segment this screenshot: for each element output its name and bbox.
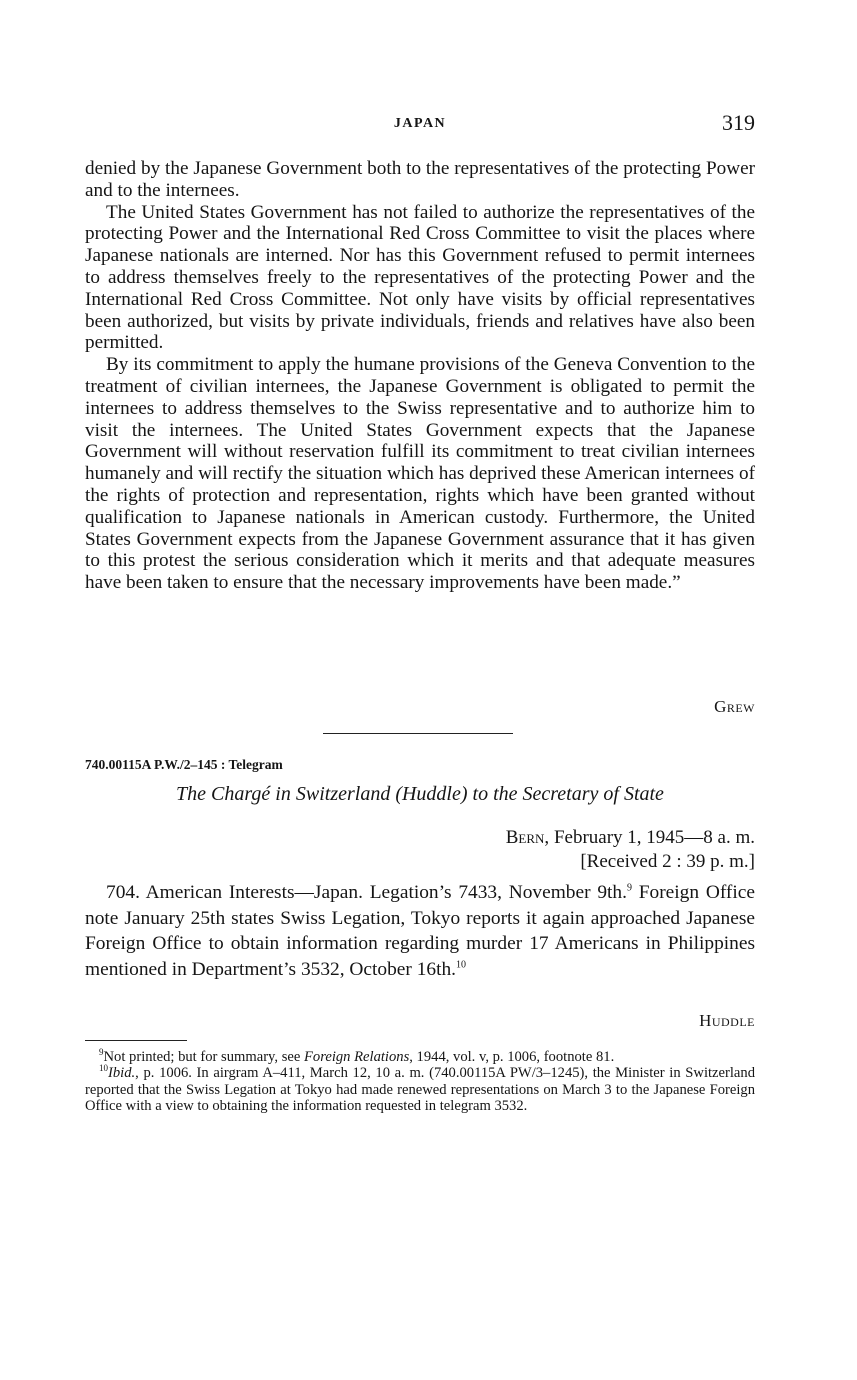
telegram-text-2: Foreign Office note January 25th states Swiss Legation, Tokyo reports it again approached Japanese Foreign Office to obtain information regarding murder 17 Americans in Philippines mentioned in Department’s 3532, October 16th. [85,882,755,980]
footnote-divider [85,1040,187,1041]
footnote-mark-9: 9 [99,1047,104,1058]
file-reference: 740.00115A P.W./2–145 : Telegram [85,757,283,772]
footnotes [85,1049,755,1114]
running-title: JAPAN [393,116,447,131]
running-head [85,112,755,140]
paragraph-geneva-convention: By its commitment to apply the humane provisions of the Geneva Convention to the treatment of civilian internees, the Japanese Government is obligated to permit the internees to address themselves to the Swiss representative and to authorize him to visit the internees. The United States Government expects that the Japanese Government will without reservation fulfill its commitment to treat civilian internees humanely and will rectify the situation which has deprived these American internees of the rights of protection and representation, rights which have been granted without qualification to Japanese nationals in American custody. Furthermore, the United States Government expects from the Japanese Government assurance that it has given to this protest the serious consideration which it merits and that adequate measures have been taken to ensure that the necessary improvements have been made.” [85,354,755,594]
document-heading: The Chargé in Switzerland (Huddle) to the Secretary of State [176,783,664,805]
footnote-10-ibid: Ibid. [108,1065,136,1082]
dateline-date: February 1, 1945—8 a. m. [553,827,755,848]
paragraph-us-government: The United States Government has not failed to authorize the representatives of the protecting Power and the International Red Cross Committee to visit the places where Japanese nationals are interned. Nor has this Government refused to permit internees to address themselves freely to the representatives of the protecting Power and the International Red Cross Committee. Not only have visits by official representatives been authorized, but visits by private individuals, friends and relatives have also been permitted. [85,201,755,354]
telegram-body [85,880,755,982]
footnote-9 [85,1049,755,1065]
footnote-ref-10[interactable]: 10 [456,959,467,971]
signature-huddle: Huddle [699,1011,755,1030]
telegram-paragraph [85,880,755,982]
section-divider [323,733,513,734]
footnote-10-text: , p. 1006. In airgram A–411, March 12, 10 a. m. (740.00115A PW/3–1245), the Minister in Switzerland reported that the Swiss Legation at Tokyo had made renewed representations on March 3 to the Japanese Foreign Office with a view to obtaining the information requested in telegram 3532. [85,1065,755,1114]
page-number: 319 [722,110,755,135]
dateline [506,826,755,850]
protest-text-block [85,158,755,594]
footnote-mark-10: 10 [99,1063,108,1074]
footnote-9-text: Not printed; but for summary, see [103,1049,304,1065]
telegram-text-1: 704. American Interests—Japan. Legation’s 7433, November 9th. [106,882,627,903]
footnote-ref-9[interactable]: 9 [626,882,632,894]
paragraph-continued: denied by the Japanese Government both to the representatives of the protecting Power and to the internees. [85,158,755,201]
received-line: [Received 2 : 39 p. m.] [580,851,755,872]
footnote-9-citation: , 1944, vol. v, p. 1006, footnote 81. [409,1049,615,1065]
footnote-10 [85,1065,755,1114]
dateline-place: Bern, [505,827,550,848]
signature-grew: Grew [714,697,755,716]
footnote-9-title: Foreign Relations [304,1049,410,1065]
